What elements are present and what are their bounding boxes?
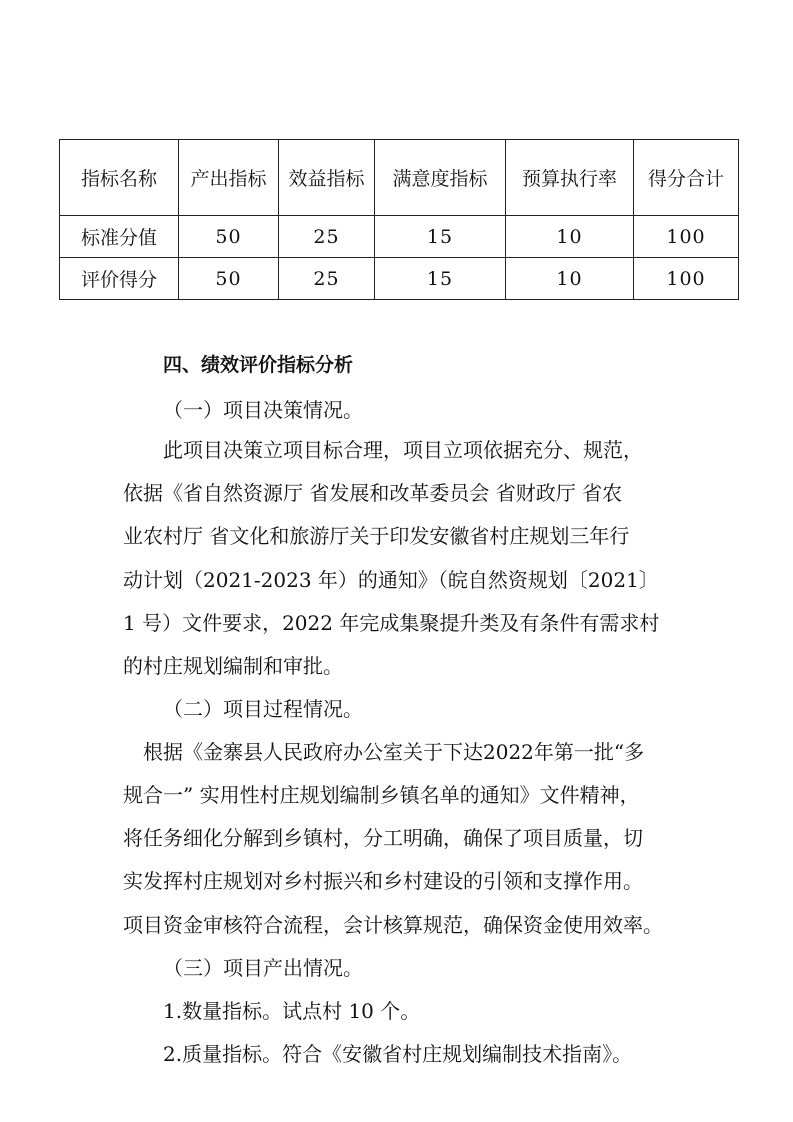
subsection-heading: （二）项目过程情况。 — [163, 697, 363, 721]
table-cell: 10 — [506, 216, 634, 258]
body-text-line: 业农村厅 省文化和旅游厅关于印发安徽省村庄规划三年行 — [123, 524, 630, 548]
table-cell: 15 — [375, 258, 506, 300]
body-text-line: 将任务细化分解到乡镇村，分工明确，确保了项目质量，切 — [123, 826, 643, 850]
subsection-heading: （一）项目决策情况。 — [163, 398, 363, 422]
table-cell: 50 — [179, 258, 279, 300]
table-row — [60, 216, 739, 258]
list-item: 1.数量指标。试点村 10 个。 — [163, 999, 421, 1023]
body-text-line: 此项目决策立项目标合理，项目立项依据充分、规范， — [163, 438, 643, 462]
table-cell: 50 — [179, 216, 279, 258]
column-header: 指标名称 — [60, 140, 179, 216]
body-text-line: 依据《省自然资源厅 省发展和改革委员会 省财政厅 省农 — [123, 481, 623, 505]
row-label: 标准分值 — [60, 216, 179, 258]
column-header: 得分合计 — [634, 140, 739, 216]
list-item: 2.质量指标。符合《安徽省村庄规划编制技术指南》。 — [163, 1042, 633, 1066]
table-header-row — [60, 140, 739, 216]
row-label: 评价得分 — [60, 258, 179, 300]
body-text-line: 1 号）文件要求，2022 年完成集聚提升类及有条件有需求村 — [123, 611, 660, 635]
table-cell: 25 — [279, 258, 375, 300]
table-cell: 100 — [634, 258, 739, 300]
body-text-line: 动计划（2021-2023 年）的通知》（皖自然资规划〔2021〕 — [123, 568, 659, 592]
table-cell: 25 — [279, 216, 375, 258]
subsection-heading: （三）项目产出情况。 — [163, 956, 363, 980]
table-cell: 15 — [375, 216, 506, 258]
body-text-line: 规合一” 实用性村庄规划编制乡镇名单的通知》文件精神， — [123, 783, 640, 807]
column-header: 效益指标 — [279, 140, 375, 216]
body-text-line: 根据《金寨县人民政府办公室关于下达2022年第一批“多 — [143, 740, 645, 764]
table-cell: 10 — [506, 258, 634, 300]
column-header: 预算执行率 — [506, 140, 634, 216]
body-text-line: 的村庄规划编制和审批。 — [123, 654, 343, 678]
section-heading: 四、绩效评价指标分析 — [163, 354, 354, 376]
column-header: 满意度指标 — [375, 140, 506, 216]
table-row — [60, 258, 739, 300]
body-text-line: 实发挥村庄规划对乡村振兴和乡村建设的引领和支撑作用。 — [123, 869, 643, 893]
performance-score-table — [59, 139, 739, 300]
column-header: 产出指标 — [179, 140, 279, 216]
table-cell: 100 — [634, 216, 739, 258]
body-text-line: 项目资金审核符合流程，会计核算规范，确保资金使用效率。 — [123, 913, 663, 937]
